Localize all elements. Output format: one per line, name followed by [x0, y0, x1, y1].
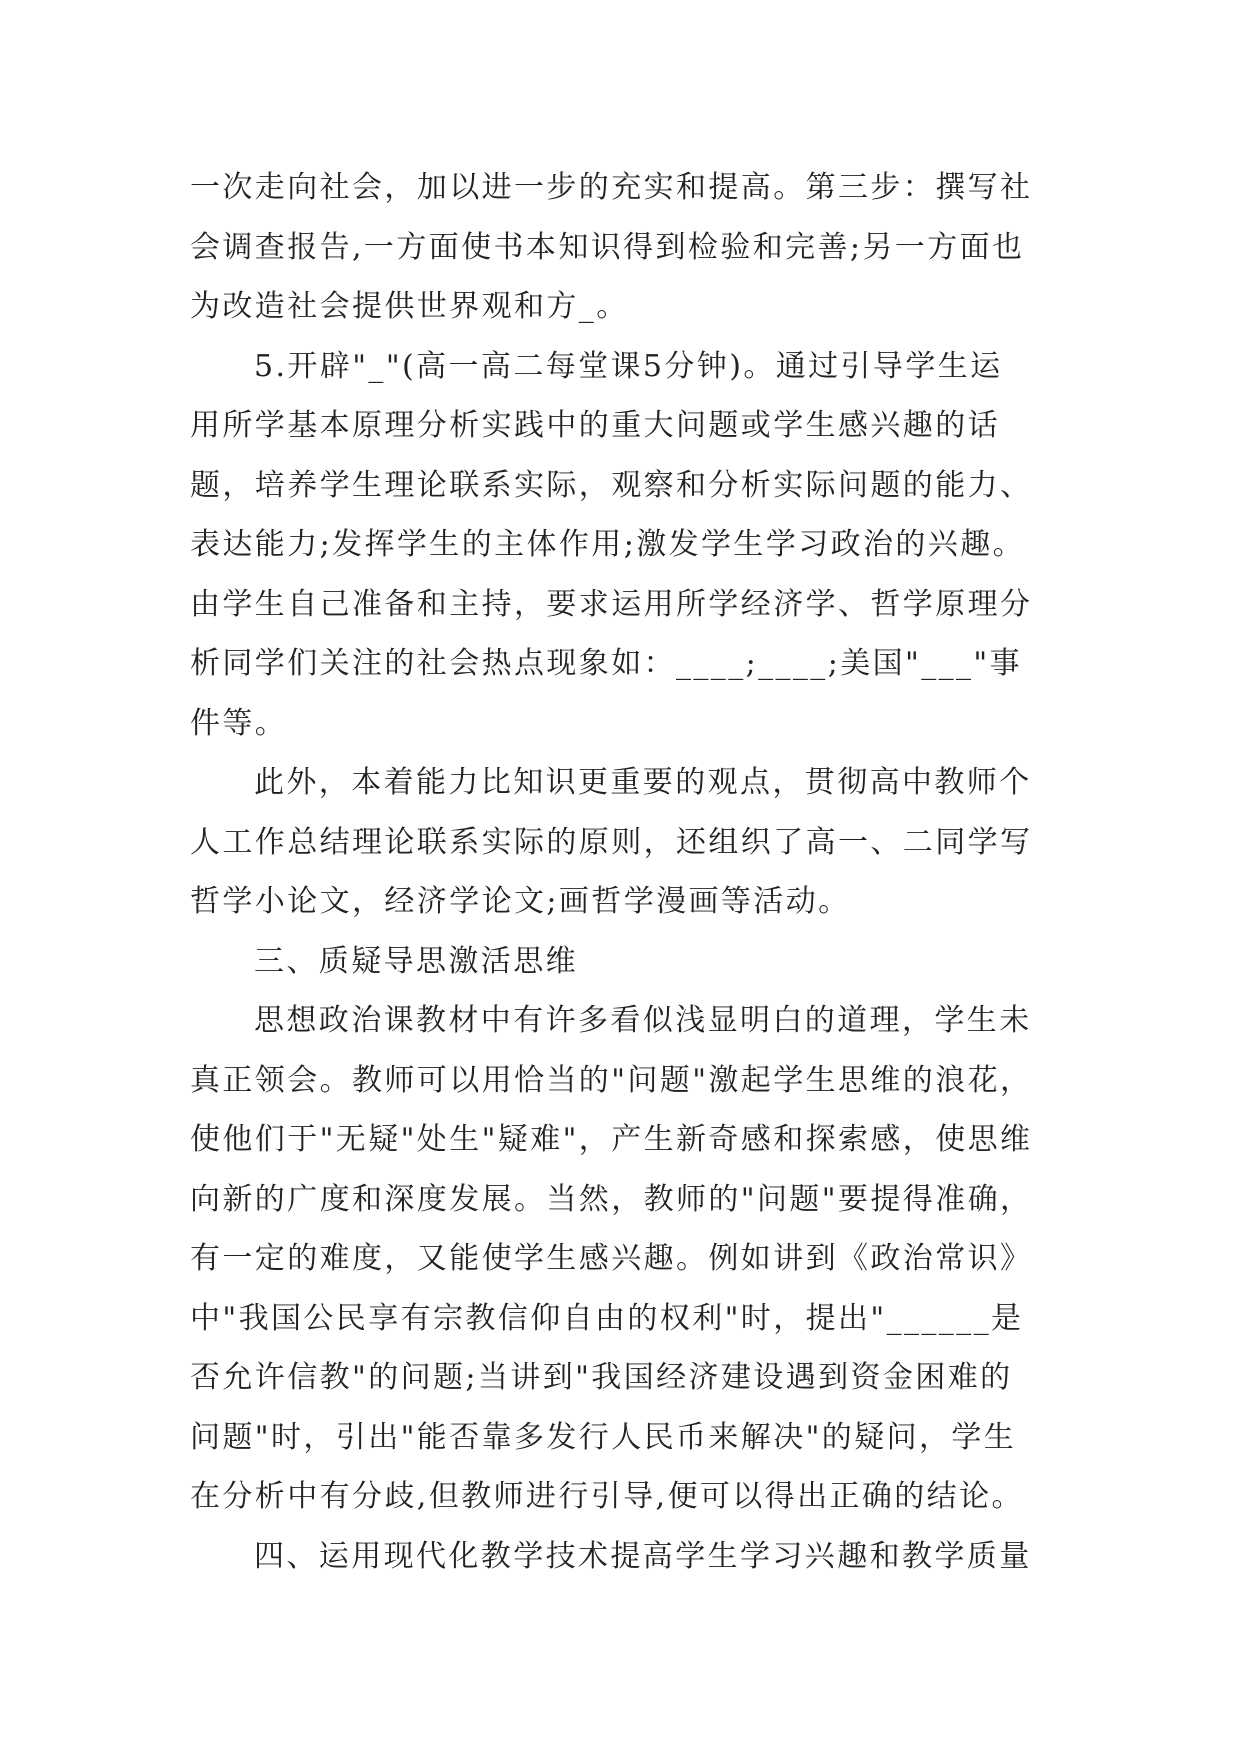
- text-line: 用所学基本原理分析实践中的重大问题或学生感兴趣的话: [190, 408, 1000, 443]
- text-line: 会调查报告,一方面使书本知识得到检验和完善;另一方面也: [190, 229, 1025, 265]
- text-line: 有一定的难度，又能使学生感兴趣。例如讲到《政治常识》: [190, 1241, 1033, 1276]
- text-line: 思想政治课教材中有许多看似浅显明白的道理，学生未: [254, 1003, 1032, 1038]
- text-line: 表达能力;发挥学生的主体作用;激发学生学习政治的兴趣。: [190, 527, 1026, 562]
- text-line: 为改造社会提供世界观和方_。: [190, 289, 629, 324]
- text-line: 在分析中有分歧,但教师进行引导,便可以得出正确的结论。: [190, 1479, 1024, 1514]
- text-line: 使他们于"无疑"处生"疑难"，产生新奇感和探索感，使思维: [190, 1122, 1033, 1157]
- text-line: 问题"时，引出"能否靠多发行人民币来解决"的疑问，学生: [190, 1419, 1017, 1455]
- text-line: 5.开辟"_"(高一高二每堂课5分钟)。通过引导学生运: [254, 348, 1003, 384]
- text-line: 哲学小论文，经济学论文;画哲学漫画等活动。: [190, 884, 851, 919]
- text-line: 向新的广度和深度发展。当然，教师的"问题"要提得准确，: [190, 1181, 1033, 1217]
- section-heading: 三、质疑导思激活思维: [254, 943, 578, 979]
- section-heading: 四、运用现代化教学技术提高学生学习兴趣和教学质量: [254, 1538, 1032, 1574]
- text-line: 此外，本着能力比知识更重要的观点，贯彻高中教师个: [254, 765, 1032, 800]
- text-line: 题，培养学生理论联系实际，观察和分析实际问题的能力、: [190, 467, 1033, 503]
- text-line: 人工作总结理论联系实际的原则，还组织了高一、二同学写: [190, 824, 1033, 860]
- document-body: [190, 158, 1060, 1586]
- text-line: 否允许信教"的问题;当讲到"我国经济建设遇到资金困难的: [190, 1360, 1013, 1395]
- text-line: 析同学们关注的社会热点现象如：____;____;美国"___"事: [190, 646, 1023, 681]
- text-line: 件等。: [190, 705, 288, 741]
- text-line: 由学生自己准备和主持，要求运用所学经济学、哲学原理分: [190, 586, 1033, 622]
- text-line: 中"我国公民享有宗教信仰自由的权利"时，提出"______是: [190, 1300, 1024, 1336]
- text-line: 真正领会。教师可以用恰当的"问题"激起学生思维的浪花，: [190, 1062, 1033, 1098]
- text-line: 一次走向社会，加以进一步的充实和提高。第三步：撰写社: [190, 170, 1033, 205]
